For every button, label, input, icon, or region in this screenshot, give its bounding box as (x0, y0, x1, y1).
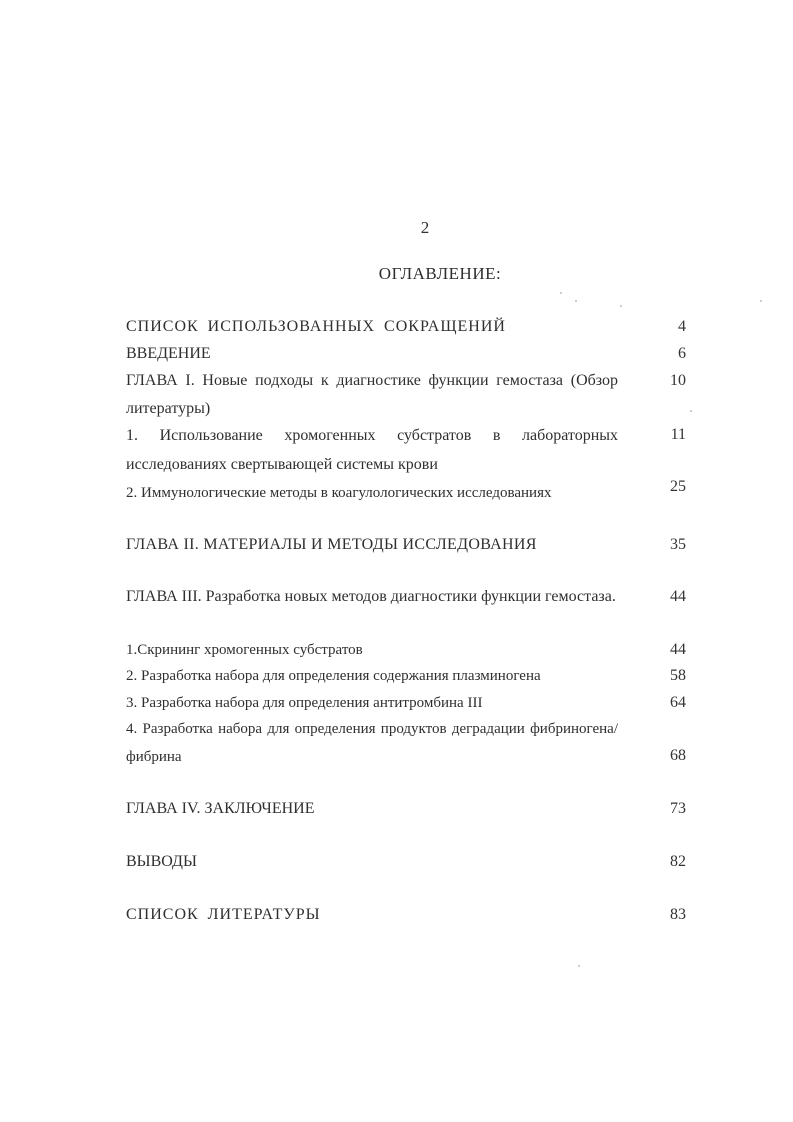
toc-entry-antithrombin: 3. Разработка набора для определения антитромбина III (126, 695, 483, 711)
toc-page-fibrinogen-degradation: 68 (670, 747, 686, 764)
scan-speck (620, 305, 622, 307)
toc-entry-references: СПИСОК ЛИТЕРАТУРЫ (126, 906, 321, 923)
scan-speck (690, 410, 692, 412)
toc-entry-chapter-1: ГЛАВА I. Новые подходы к диагностике функции гемостаза (Обзор литературы) (126, 372, 618, 417)
toc-entry-immunological-methods: 2. Иммунологические методы в коагулологических исследованиях (126, 485, 552, 501)
toc-page-chapter-3: 44 (670, 588, 686, 605)
toc-heading: ОГЛАВЛЕНИЕ: (378, 264, 502, 283)
toc-entry-conclusions: ВЫВОДЫ (126, 853, 197, 870)
toc-page-abbreviations: 4 (678, 318, 686, 335)
scan-speck (560, 292, 562, 294)
toc-entry-fibrinogen-degradation: 4. Разработка набора для определения продуктов деградации фибриногена/фибрина (126, 721, 618, 765)
page-number: 2 (420, 218, 430, 237)
toc-page-conclusions: 82 (670, 853, 686, 870)
toc-page-screening: 44 (670, 641, 686, 658)
toc-entry-abbreviations: СПИСОК ИСПОЛЬЗОВАННЫХ СОКРАЩЕНИЙ (126, 318, 506, 335)
toc-page-immunological-methods: 25 (670, 478, 686, 495)
toc-entry-chromogenic-substrates: 1. Использование хромогенных субстратов в лабораторных исследованиях свертывающей системы крови (126, 427, 618, 473)
toc-entry-chapter-4: ГЛАВА IV. ЗАКЛЮЧЕНИЕ (126, 800, 315, 817)
toc-entry-chapter-3: ГЛАВА III. Разработка новых методов диагностики функции гемостаза. (126, 588, 616, 605)
toc-page-antithrombin: 64 (670, 694, 686, 711)
scan-speck (760, 300, 762, 302)
toc-entry-plasminogen: 2. Разработка набора для определения содержания плазминогена (126, 668, 541, 684)
toc-page-chapter-1: 10 (670, 372, 686, 389)
toc-page-chapter-2: 35 (670, 536, 686, 553)
toc-page-chapter-4: 73 (670, 800, 686, 817)
scan-speck (578, 965, 580, 967)
toc-page-references: 83 (670, 906, 686, 923)
toc-page-chromogenic-substrates: 11 (670, 426, 686, 443)
toc-page-introduction: 6 (678, 345, 686, 362)
scan-speck (575, 300, 577, 302)
toc-entry-screening: 1.Скрининг хромогенных субстратов (126, 642, 363, 658)
toc-entry-chapter-2: ГЛАВА II. МАТЕРИАЛЫ И МЕТОДЫ ИССЛЕДОВАНИЯ (126, 536, 537, 553)
toc-page-plasminogen: 58 (670, 667, 686, 684)
toc-entry-introduction: ВВЕДЕНИЕ (126, 345, 211, 362)
